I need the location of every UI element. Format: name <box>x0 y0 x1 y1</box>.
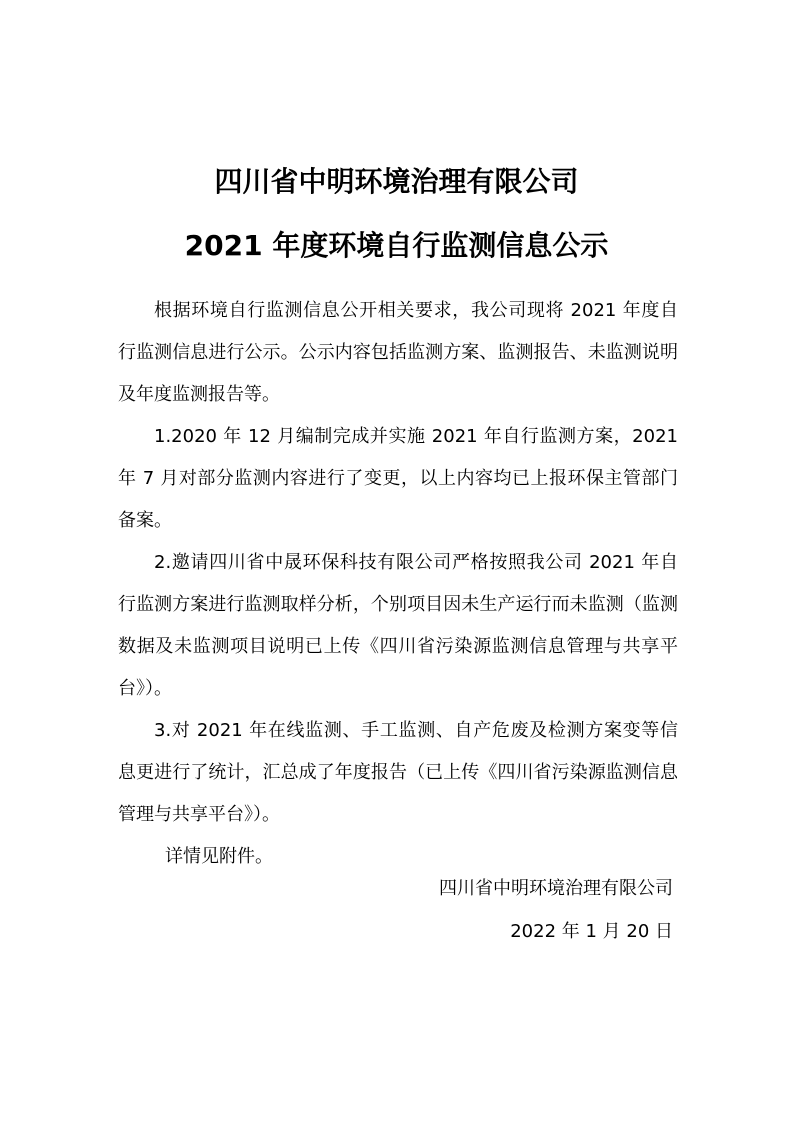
attachment-note: 详情见附件。 <box>165 846 273 867</box>
intro-paragraph: 根据环境自行监测信息公开相关要求，我公司现将 2021 年度自行监测信息进行公示。公示内容包括监测方案、监测报告、未监测说明及年度监测报告等。 <box>118 300 678 405</box>
item-1-paragraph: 1.2020 年 12 月编制完成并实施 2021 年自行监测方案，2021 年 7 月对部分监测内容进行了变更，以上内容均已上报环保主管部门备案。 <box>118 426 678 531</box>
document-body <box>118 290 678 878</box>
signature-organization: 四川省中明环境治理有限公司 <box>439 878 673 899</box>
item-2-paragraph: 2.邀请四川省中晟环保科技有限公司严格按照我公司 2021 年自行监测方案进行监测取样分析，个别项目因未生产运行而未监测（监测数据及未监测项目说明已上传《四川省污染源监测信息管理与共享平台》）。 <box>118 552 678 699</box>
signature-date: 2022 年 1 月 20 日 <box>510 921 673 942</box>
item-3-paragraph: 3.对 2021 年在线监测、手工监测、自产危废及检测方案变等信息更进行了统计，汇总成了年度报告（已上传《四川省污染源监测信息管理与共享平台》）。 <box>118 720 678 825</box>
document-title-subject: 2021 年度环境自行监测信息公示 <box>184 229 609 262</box>
document-title-company: 四川省中明环境治理有限公司 <box>214 165 579 198</box>
